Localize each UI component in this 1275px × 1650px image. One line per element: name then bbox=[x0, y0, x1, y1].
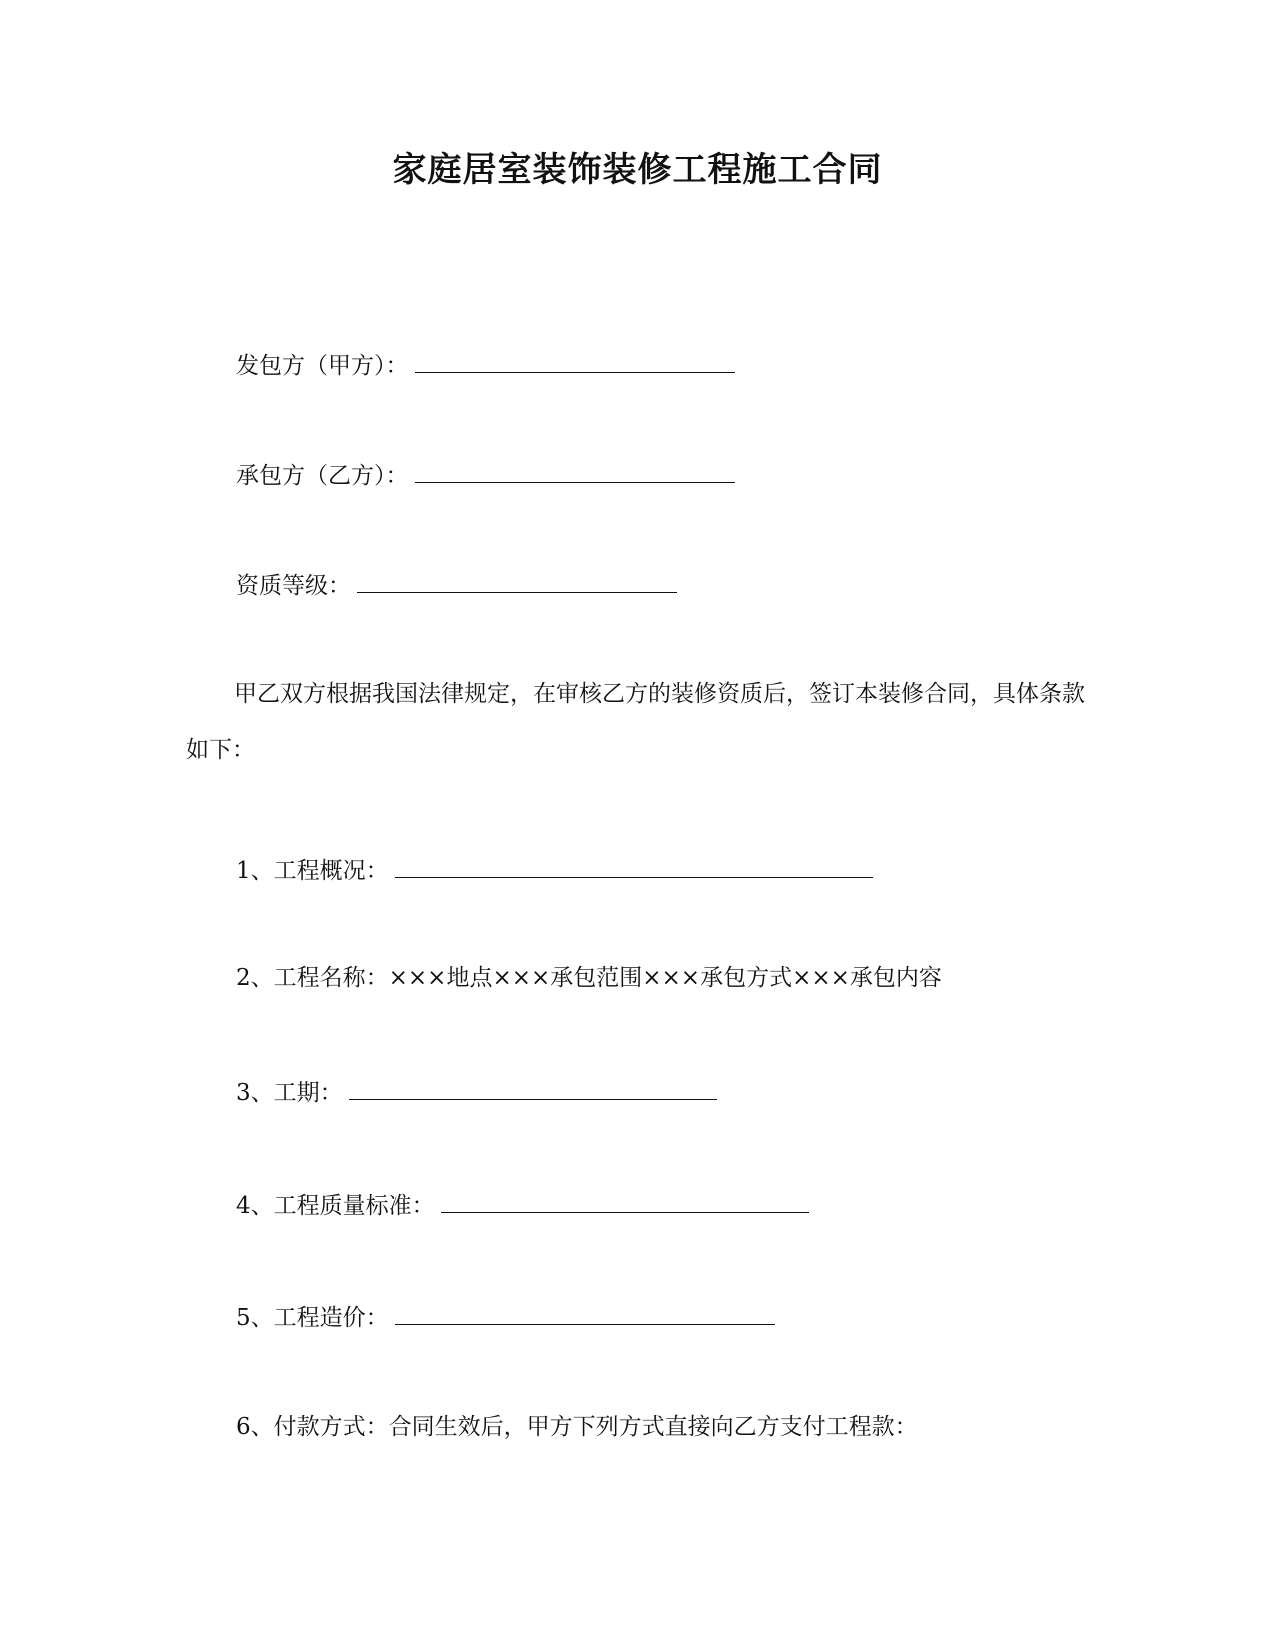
party-a-label: 发包方（甲方）： bbox=[236, 353, 409, 379]
party-b-label: 承包方（乙方）： bbox=[236, 463, 409, 489]
clause-3-label: 3、工期： bbox=[236, 1080, 343, 1106]
clause-5-line bbox=[236, 1300, 775, 1333]
clause-6-text: 6、付款方式：合同生效后，甲方下列方式直接向乙方支付工程款： bbox=[236, 1414, 918, 1440]
clause-5-label: 5、工程造价： bbox=[236, 1305, 389, 1331]
clause-4-line bbox=[236, 1188, 809, 1221]
qualification-blank bbox=[357, 568, 677, 593]
clause-5-blank bbox=[395, 1300, 775, 1325]
party-b-blank bbox=[415, 458, 735, 483]
clause-3-blank bbox=[349, 1075, 717, 1100]
clause-2-text: 2、工程名称：×××地点×××承包范围×××承包方式×××承包内容 bbox=[236, 965, 942, 991]
intro-paragraph: 甲乙双方根据我国法律规定，在审核乙方的装修资质后，签订本装修合同，具体条款如下： bbox=[186, 681, 1085, 763]
clause-3-line bbox=[236, 1075, 717, 1108]
qualification-label: 资质等级： bbox=[236, 573, 351, 599]
clause-4-label: 4、工程质量标准： bbox=[236, 1193, 435, 1219]
clause-1-label: 1、工程概况： bbox=[236, 858, 389, 884]
qualification-line bbox=[236, 568, 677, 601]
party-b-line bbox=[236, 458, 735, 491]
clause-4-blank bbox=[441, 1188, 809, 1213]
document-title: 家庭居室装饰装修工程施工合同 bbox=[392, 150, 883, 190]
clause-1-blank bbox=[395, 853, 873, 878]
party-a-blank bbox=[415, 348, 735, 373]
party-a-line bbox=[236, 348, 735, 381]
clause-1-line bbox=[236, 853, 873, 886]
